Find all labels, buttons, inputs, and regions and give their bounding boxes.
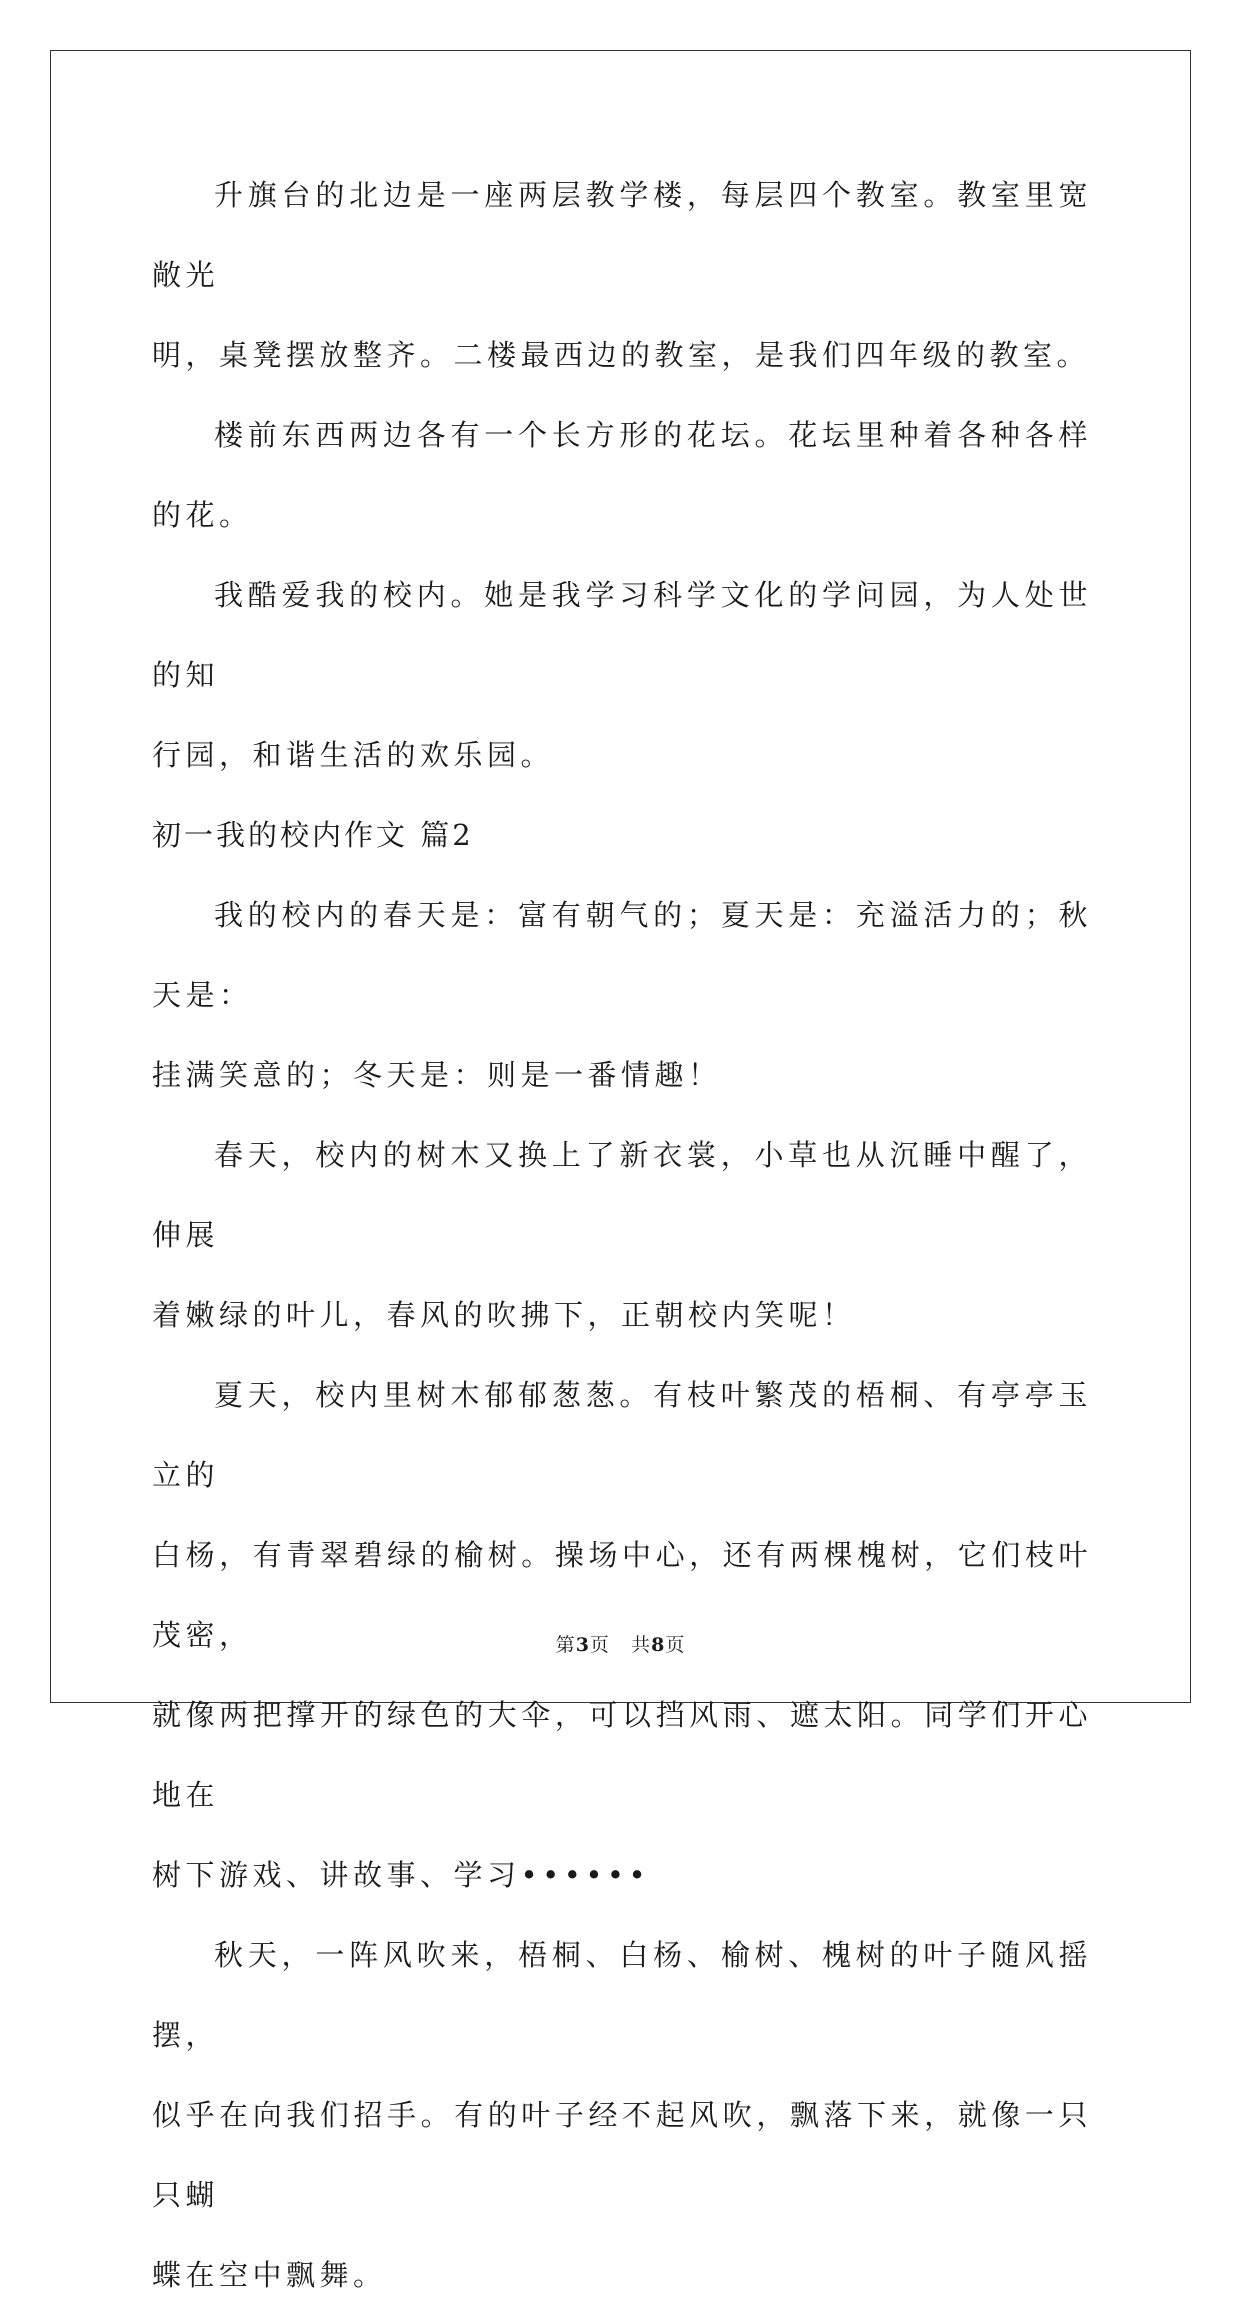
section-heading: 初一我的校内作文 篇2 [152,818,474,852]
footer-total-prefix: 共 [631,1634,652,1656]
text-line: 我酷爱我的校内。她是我学习科学文化的学问园，为人处世的知 [152,578,1092,692]
text-line: 就像两把撑开的绿色的大伞，可以挡风雨、遮太阳。同学们开心地在 [152,1698,1092,1812]
document-body [152,155,1092,2315]
text-line: 秋天，一阵风吹来，梧桐、白杨、榆树、槐树的叶子随风摇摆， [152,1938,1092,2052]
text-line: 挂满笑意的；冬天是：则是一番情趣！ [152,1058,722,1092]
text-line: 明，桌凳摆放整齐。二楼最西边的教室，是我们四年级的教室。 [152,338,1091,372]
text-line: 着嫩绿的叶儿，春风的吹拂下，正朝校内笑呢！ [152,1298,856,1332]
paragraph-2 [152,395,1092,555]
total-pages-number: 8 [651,1634,666,1656]
text-line: 蝶在空中飘舞。 [152,2258,387,2292]
footer-prefix: 第 [555,1634,576,1656]
paragraph-5 [152,1115,1092,1355]
text-line: 行园，和谐生活的欢乐园。 [152,738,555,772]
paragraph-4 [152,875,1092,1115]
paragraph-7 [152,1915,1092,2315]
text-line: 似乎在向我们招手。有的叶子经不起风吹，飘落下来，就像一只只蝴 [152,2098,1092,2212]
text-line: 楼前东西两边各有一个长方形的花坛。花坛里种着各种各样的花。 [152,418,1092,532]
text-line: 升旗台的北边是一座两层教学楼，每层四个教室。教室里宽敞光 [152,178,1092,292]
paragraph-1 [152,155,1092,395]
current-page-number: 3 [575,1634,590,1656]
paragraph-3 [152,555,1092,795]
text-line: 我的校内的春天是：富有朝气的；夏天是：充溢活力的；秋天是： [152,898,1092,1012]
text-line: 树下游戏、讲故事、学习•••••• [152,1858,651,1892]
footer-page-suffix: 页 [589,1634,610,1656]
text-line: 白杨，有青翠碧绿的榆树。操场中心，还有两棵槐树，它们枝叶茂密， [152,1538,1092,1652]
footer-total-suffix: 页 [665,1634,686,1656]
page-footer [0,1630,1241,1657]
text-line: 夏天，校内里树木郁郁葱葱。有枝叶繁茂的梧桐、有亭亭玉立的 [152,1378,1092,1492]
text-line: 春天，校内的树木又换上了新衣裳，小草也从沉睡中醒了，伸展 [152,1138,1092,1252]
